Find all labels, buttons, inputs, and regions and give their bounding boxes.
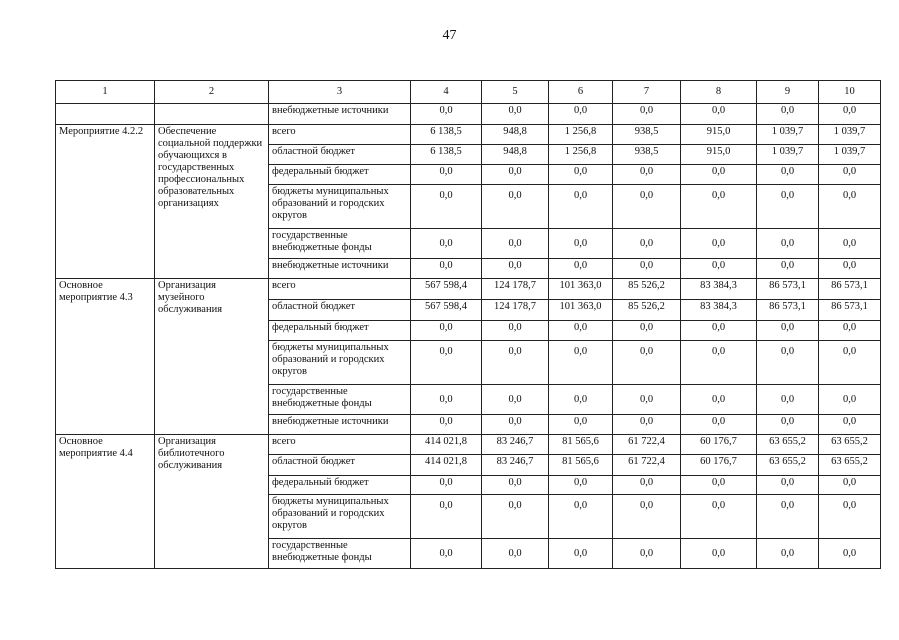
value-cell: 0,0 xyxy=(549,341,613,385)
value-cell: 81 565,6 xyxy=(549,455,613,476)
value-cell: 61 722,4 xyxy=(613,435,681,455)
value-cell: 0,0 xyxy=(613,476,681,495)
value-cell: 0,0 xyxy=(549,229,613,259)
value-cell: 0,0 xyxy=(482,539,549,569)
value-cell: 85 526,2 xyxy=(613,300,681,321)
table-row xyxy=(56,279,881,300)
value-cell: 0,0 xyxy=(757,259,819,279)
value-cell: 0,0 xyxy=(819,385,881,415)
value-cell: 915,0 xyxy=(681,125,757,145)
value-cell: 0,0 xyxy=(549,259,613,279)
value-cell: 0,0 xyxy=(411,539,482,569)
value-cell: 86 573,1 xyxy=(819,300,881,321)
funding-source: бюджеты муниципальных образований и городских округов xyxy=(269,185,411,229)
value-cell: 0,0 xyxy=(549,385,613,415)
value-cell: 0,0 xyxy=(411,229,482,259)
measure-description: Организация библиотечного обслуживания xyxy=(155,435,269,569)
value-cell: 0,0 xyxy=(613,185,681,229)
value-cell: 938,5 xyxy=(613,125,681,145)
value-cell: 0,0 xyxy=(819,495,881,539)
header-cell: 9 xyxy=(757,81,819,104)
value-cell: 0,0 xyxy=(411,104,482,125)
value-cell: 0,0 xyxy=(757,185,819,229)
value-cell: 124 178,7 xyxy=(482,300,549,321)
value-cell: 0,0 xyxy=(681,259,757,279)
funding-source: бюджеты муниципальных образований и городских округов xyxy=(269,341,411,385)
header-row xyxy=(56,81,881,104)
value-cell: 915,0 xyxy=(681,145,757,165)
header-cell: 7 xyxy=(613,81,681,104)
value-cell: 63 655,2 xyxy=(819,455,881,476)
value-cell: 0,0 xyxy=(482,321,549,341)
header-cell: 3 xyxy=(269,81,411,104)
empty-cell xyxy=(56,104,155,125)
funding-source: всего xyxy=(269,125,411,145)
value-cell: 0,0 xyxy=(819,476,881,495)
value-cell: 0,0 xyxy=(549,321,613,341)
value-cell: 1 039,7 xyxy=(757,125,819,145)
value-cell: 1 256,8 xyxy=(549,125,613,145)
value-cell: 0,0 xyxy=(819,104,881,125)
value-cell: 0,0 xyxy=(613,321,681,341)
header-cell: 4 xyxy=(411,81,482,104)
value-cell: 948,8 xyxy=(482,125,549,145)
value-cell: 567 598,4 xyxy=(411,300,482,321)
funding-source: внебюджетные источники xyxy=(269,259,411,279)
funding-source: областной бюджет xyxy=(269,300,411,321)
funding-source: всего xyxy=(269,435,411,455)
value-cell: 938,5 xyxy=(613,145,681,165)
value-cell: 0,0 xyxy=(411,341,482,385)
value-cell: 0,0 xyxy=(757,539,819,569)
page-number: 47 xyxy=(442,28,457,43)
value-cell: 0,0 xyxy=(613,385,681,415)
header-cell: 10 xyxy=(819,81,881,104)
funding-source: областной бюджет xyxy=(269,145,411,165)
value-cell: 0,0 xyxy=(613,495,681,539)
header-cell: 1 xyxy=(56,81,155,104)
value-cell: 101 363,0 xyxy=(549,300,613,321)
funding-source: федеральный бюджет xyxy=(269,476,411,495)
value-cell: 0,0 xyxy=(757,495,819,539)
value-cell: 0,0 xyxy=(482,476,549,495)
measure-name: Мероприятие 4.2.2 xyxy=(56,125,155,279)
value-cell: 0,0 xyxy=(757,415,819,435)
value-cell: 0,0 xyxy=(549,476,613,495)
value-cell: 6 138,5 xyxy=(411,145,482,165)
value-cell: 0,0 xyxy=(681,321,757,341)
measure-name: Основное мероприятие 4.3 xyxy=(56,279,155,435)
value-cell: 0,0 xyxy=(819,165,881,185)
value-cell: 6 138,5 xyxy=(411,125,482,145)
value-cell: 63 655,2 xyxy=(757,435,819,455)
value-cell: 0,0 xyxy=(681,229,757,259)
value-cell: 0,0 xyxy=(819,341,881,385)
table-row xyxy=(56,104,881,125)
value-cell: 1 039,7 xyxy=(819,145,881,165)
empty-cell xyxy=(155,104,269,125)
value-cell: 0,0 xyxy=(613,415,681,435)
value-cell: 63 655,2 xyxy=(757,455,819,476)
funding-source: областной бюджет xyxy=(269,455,411,476)
value-cell: 0,0 xyxy=(819,539,881,569)
value-cell: 83 246,7 xyxy=(482,435,549,455)
value-cell: 0,0 xyxy=(681,165,757,185)
value-cell: 86 573,1 xyxy=(819,279,881,300)
value-cell: 0,0 xyxy=(482,185,549,229)
value-cell: 0,0 xyxy=(549,185,613,229)
funding-source: государственные внебюджетные фонды xyxy=(269,229,411,259)
value-cell: 0,0 xyxy=(681,185,757,229)
value-cell: 0,0 xyxy=(549,495,613,539)
value-cell: 0,0 xyxy=(411,495,482,539)
value-cell: 0,0 xyxy=(613,229,681,259)
value-cell: 0,0 xyxy=(482,104,549,125)
value-cell: 85 526,2 xyxy=(613,279,681,300)
value-cell: 83 246,7 xyxy=(482,455,549,476)
value-cell: 0,0 xyxy=(482,415,549,435)
value-cell: 61 722,4 xyxy=(613,455,681,476)
value-cell: 0,0 xyxy=(613,165,681,185)
header-cell: 8 xyxy=(681,81,757,104)
value-cell: 124 178,7 xyxy=(482,279,549,300)
value-cell: 0,0 xyxy=(411,185,482,229)
value-cell: 0,0 xyxy=(681,495,757,539)
value-cell: 0,0 xyxy=(411,321,482,341)
value-cell: 63 655,2 xyxy=(819,435,881,455)
value-cell: 0,0 xyxy=(411,476,482,495)
value-cell: 0,0 xyxy=(411,385,482,415)
funding-source: бюджеты муниципальных образований и городских округов xyxy=(269,495,411,539)
value-cell: 0,0 xyxy=(411,165,482,185)
value-cell: 0,0 xyxy=(613,259,681,279)
value-cell: 83 384,3 xyxy=(681,300,757,321)
value-cell: 101 363,0 xyxy=(549,279,613,300)
value-cell: 1 256,8 xyxy=(549,145,613,165)
value-cell: 0,0 xyxy=(819,185,881,229)
header-cell: 5 xyxy=(482,81,549,104)
value-cell: 567 598,4 xyxy=(411,279,482,300)
value-cell: 0,0 xyxy=(819,259,881,279)
value-cell: 0,0 xyxy=(681,415,757,435)
value-cell: 0,0 xyxy=(549,539,613,569)
funding-source: всего xyxy=(269,279,411,300)
value-cell: 0,0 xyxy=(482,495,549,539)
value-cell: 0,0 xyxy=(681,341,757,385)
value-cell: 414 021,8 xyxy=(411,435,482,455)
funding-source: федеральный бюджет xyxy=(269,165,411,185)
value-cell: 0,0 xyxy=(482,259,549,279)
value-cell: 0,0 xyxy=(411,415,482,435)
value-cell: 0,0 xyxy=(613,341,681,385)
value-cell: 60 176,7 xyxy=(681,455,757,476)
funding-source: государственные внебюджетные фонды xyxy=(269,385,411,415)
value-cell: 86 573,1 xyxy=(757,279,819,300)
value-cell: 0,0 xyxy=(757,104,819,125)
value-cell: 0,0 xyxy=(613,104,681,125)
measure-description: Организация музейного обслуживания xyxy=(155,279,269,435)
value-cell: 0,0 xyxy=(411,259,482,279)
header-cell: 6 xyxy=(549,81,613,104)
table-row xyxy=(56,435,881,455)
value-cell: 86 573,1 xyxy=(757,300,819,321)
value-cell: 0,0 xyxy=(681,476,757,495)
funding-source: внебюджетные источники xyxy=(269,415,411,435)
value-cell: 81 565,6 xyxy=(549,435,613,455)
value-cell: 0,0 xyxy=(482,341,549,385)
value-cell: 948,8 xyxy=(482,145,549,165)
budget-table xyxy=(55,80,881,569)
value-cell: 0,0 xyxy=(757,165,819,185)
value-cell: 0,0 xyxy=(757,229,819,259)
value-cell: 0,0 xyxy=(757,341,819,385)
value-cell: 0,0 xyxy=(757,476,819,495)
measure-name: Основное мероприятие 4.4 xyxy=(56,435,155,569)
value-cell: 0,0 xyxy=(819,229,881,259)
value-cell: 0,0 xyxy=(757,321,819,341)
value-cell: 0,0 xyxy=(681,104,757,125)
value-cell: 1 039,7 xyxy=(819,125,881,145)
value-cell: 0,0 xyxy=(549,104,613,125)
value-cell: 0,0 xyxy=(681,539,757,569)
table-row xyxy=(56,125,881,145)
value-cell: 83 384,3 xyxy=(681,279,757,300)
funding-source: федеральный бюджет xyxy=(269,321,411,341)
value-cell: 60 176,7 xyxy=(681,435,757,455)
value-cell: 0,0 xyxy=(757,385,819,415)
value-cell: 0,0 xyxy=(482,165,549,185)
value-cell: 0,0 xyxy=(549,165,613,185)
value-cell: 0,0 xyxy=(613,539,681,569)
funding-source: государственные внебюджетные фонды xyxy=(269,539,411,569)
value-cell: 0,0 xyxy=(681,385,757,415)
value-cell: 0,0 xyxy=(819,415,881,435)
value-cell: 0,0 xyxy=(482,385,549,415)
header-cell: 2 xyxy=(155,81,269,104)
value-cell: 0,0 xyxy=(482,229,549,259)
funding-source: внебюджетные источники xyxy=(269,104,411,125)
value-cell: 0,0 xyxy=(549,415,613,435)
value-cell: 414 021,8 xyxy=(411,455,482,476)
measure-description: Обеспечение социальной поддержки обучающихся в государственных профессиональных образовательных организациях xyxy=(155,125,269,279)
value-cell: 0,0 xyxy=(819,321,881,341)
value-cell: 1 039,7 xyxy=(757,145,819,165)
